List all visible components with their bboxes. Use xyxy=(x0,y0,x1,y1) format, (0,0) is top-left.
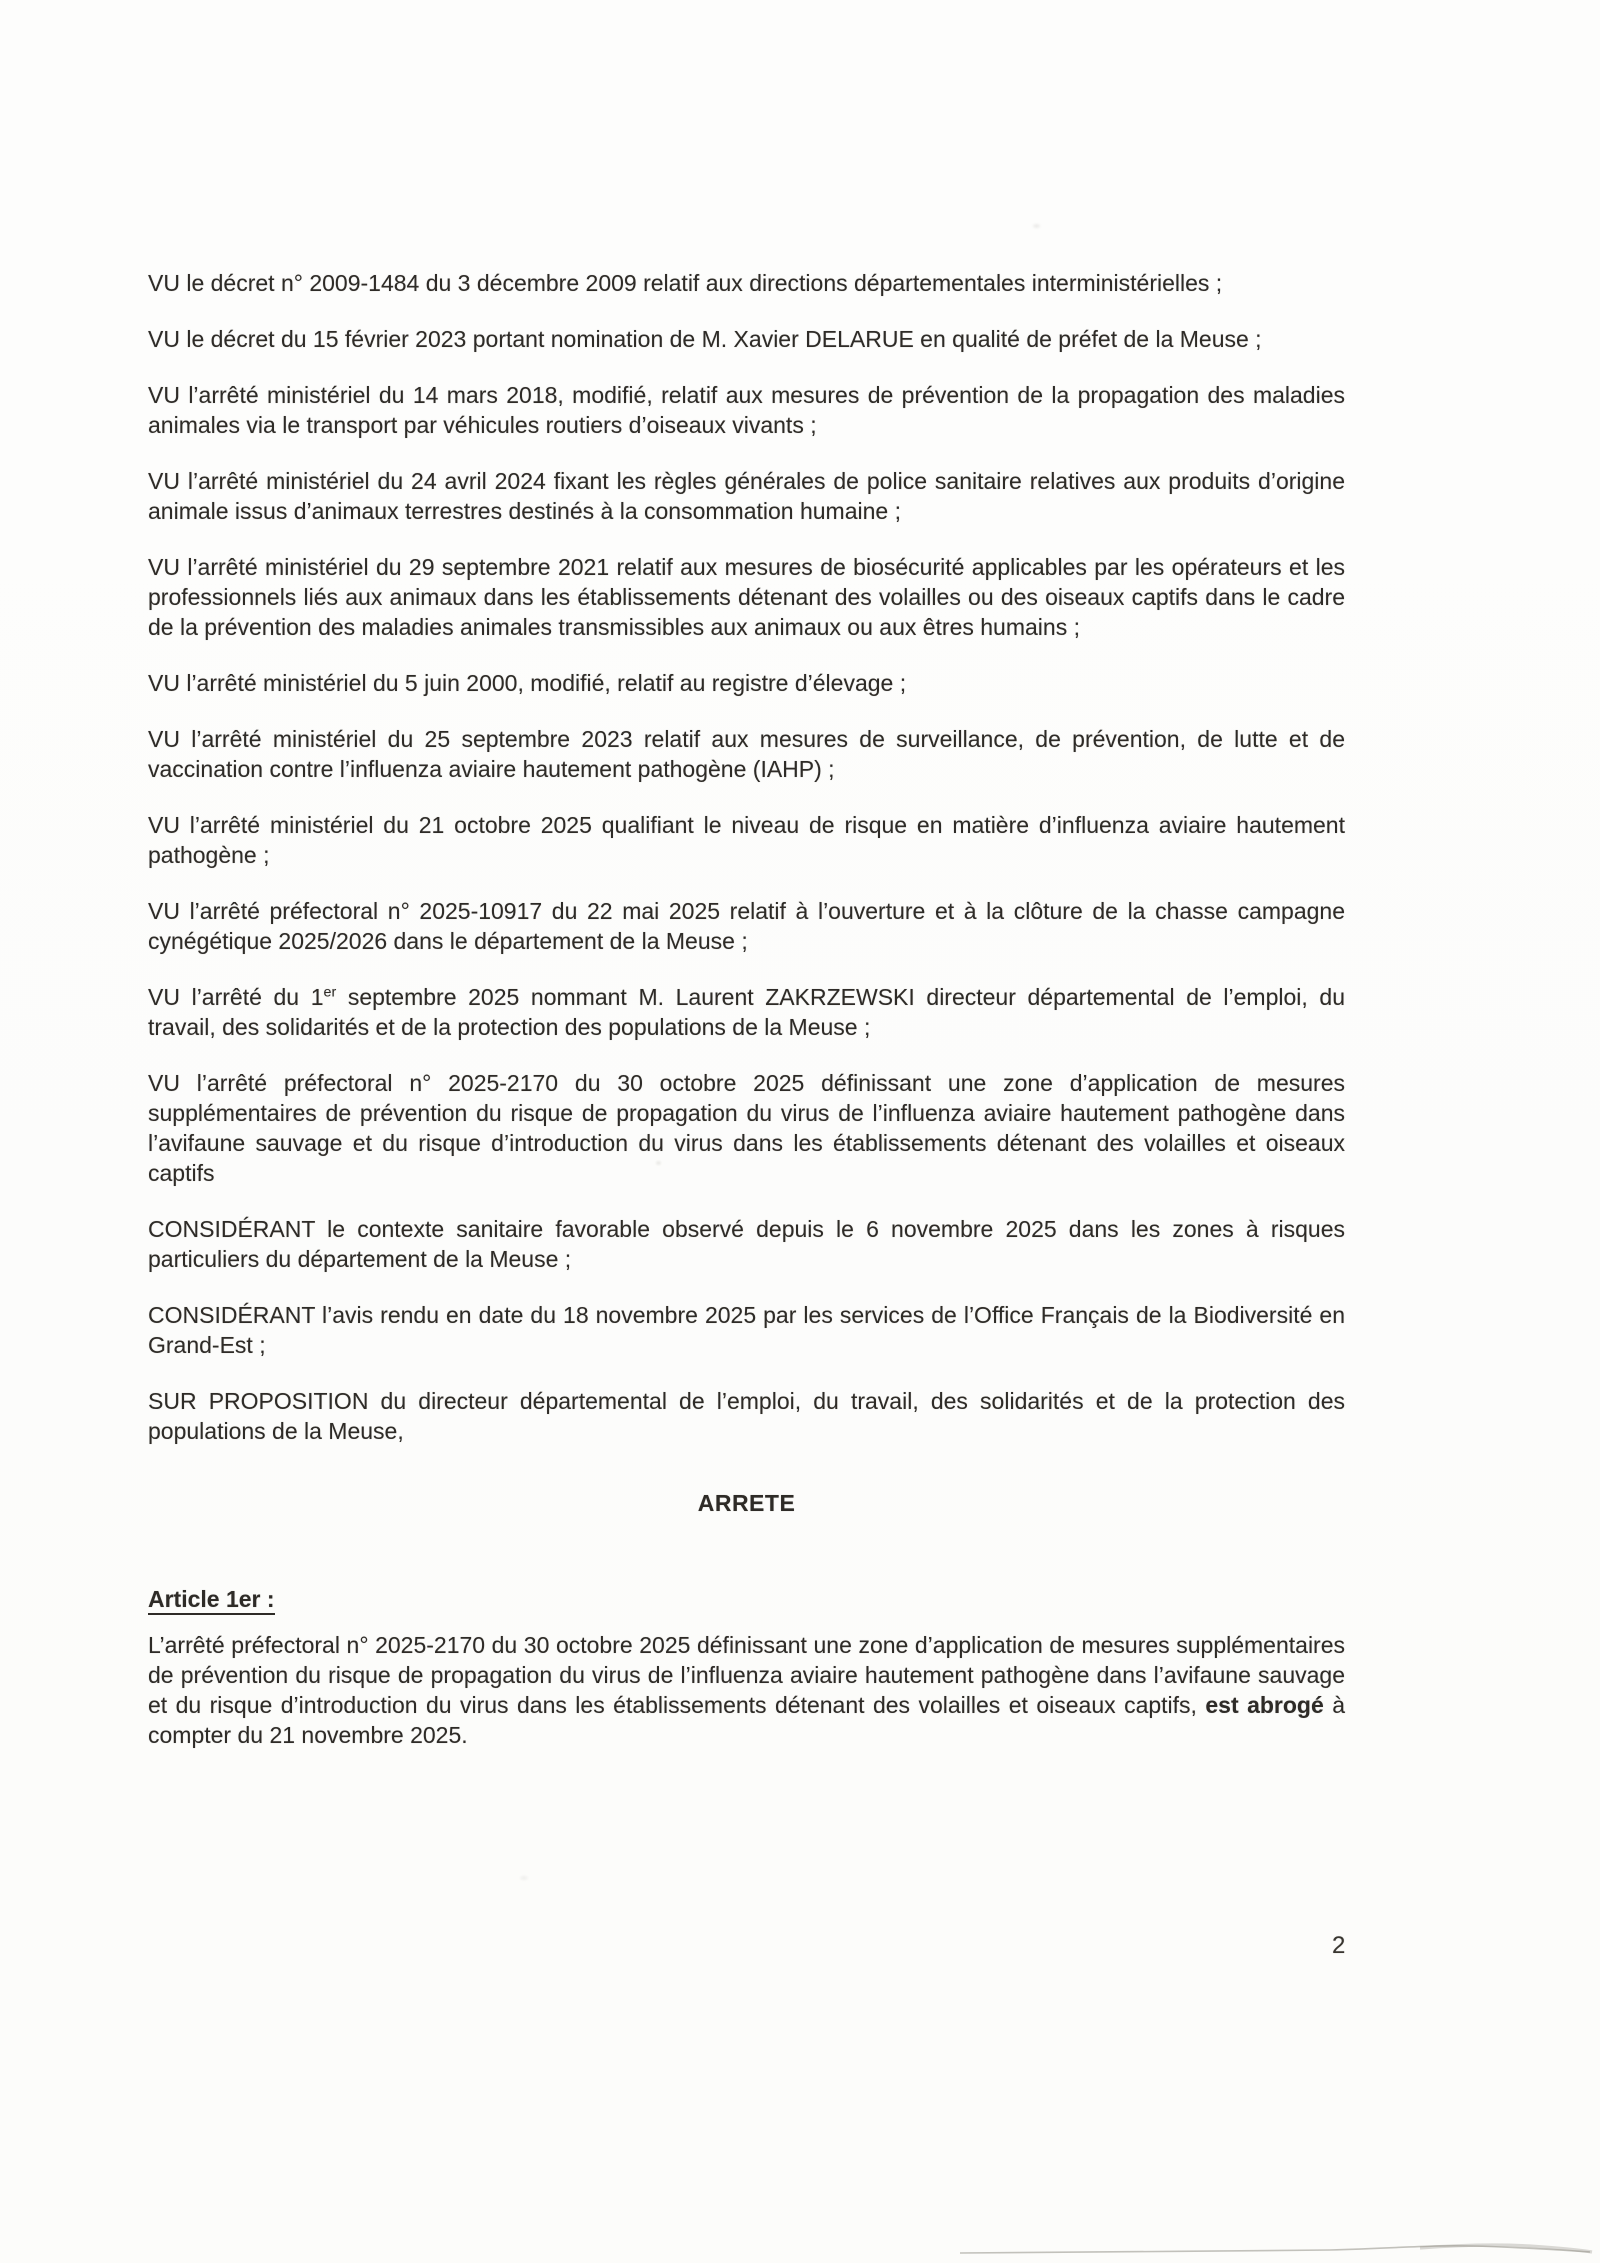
considerant-recital: CONSIDÉRANT l’avis rendu en date du 18 novembre 2025 par les services de l’Office Français de la Biodiversité en Grand-Est ; xyxy=(148,1302,1345,1358)
article-1-bold: est abrogé xyxy=(1205,1692,1324,1718)
article-1-heading-text: Article 1er : xyxy=(148,1586,275,1615)
sur-proposition: SUR PROPOSITION du directeur départemental de l’emploi, du travail, des solidarités et de la protection des populations de la Meuse, xyxy=(148,1388,1345,1444)
vu-nomination-part1: VU l’arrêté du 1 xyxy=(148,984,324,1010)
vu-recital: VU l’arrêté ministériel du 29 septembre 2021 relatif aux mesures de biosécurité applicables par les opérateurs et les professionnels liés aux animaux dans les établissements détenant des volailles ou des oiseaux captifs dans le cadre de la prévention des maladies animales transmissibles aux animaux ou aux êtres humains ; xyxy=(148,554,1345,640)
scan-speck xyxy=(1033,224,1040,228)
document-body xyxy=(148,268,1345,1776)
vu-recital: VU l’arrêté ministériel du 21 octobre 2025 qualifiant le niveau de risque en matière d’influenza aviaire hautement pathogène ; xyxy=(148,812,1345,868)
vu-recital: VU l’arrêté ministériel du 14 mars 2018, modifié, relatif aux mesures de prévention de la propagation des maladies animales via le transport par véhicules routiers d’oiseaux vivants ; xyxy=(148,382,1345,438)
vu-recital: VU le décret du 15 février 2023 portant nomination de M. Xavier DELARUE en qualité de préfet de la Meuse ; xyxy=(148,326,1262,352)
article-1-body-start: L’arrêté préfectoral n° 2025-2170 du 30 octobre 2025 définissant une zone d’application de mesures supplémentaires de prévention du risque de propagation du virus de l’influenza aviaire hautement pathogène dans l’avifaune sauvage et du risque d’introduction du virus dans les établissements détenant des volailles et oiseaux captifs, xyxy=(148,1632,1345,1718)
arrete-heading: ARRETE xyxy=(697,1490,796,1516)
considerant-recital: CONSIDÉRANT le contexte sanitaire favorable observé depuis le 6 novembre 2025 dans les zones à risques particuliers du département de la Meuse ; xyxy=(148,1216,1345,1272)
article-1-body xyxy=(148,1630,1345,1750)
vu-recital-zone: VU l’arrêté préfectoral n° 2025-2170 du 30 octobre 2025 définissant une zone d’application de mesures supplémentaires de prévention du risque de propagation du virus de l’influenza aviaire hautement pathogène dans l’avifaune sauvage et du risque d’introduction du virus dans les établissements détenant des volailles et oiseaux captifs xyxy=(148,1070,1345,1186)
page-number: 2 xyxy=(1332,1932,1346,1959)
vu-nomination-part2: septembre 2025 nommant M. Laurent ZAKRZEWSKI directeur départemental de l’emploi, du travail, des solidarités et de la protection des populations de la Meuse ; xyxy=(148,984,1345,1040)
vu-recital: VU le décret n° 2009-1484 du 3 décembre 2009 relatif aux directions départementales interministérielles ; xyxy=(148,270,1223,296)
vu-recital: VU l’arrêté ministériel du 5 juin 2000, modifié, relatif au registre d’élevage ; xyxy=(148,670,907,696)
article-1-body-end: à compter du 21 novembre 2025. xyxy=(148,1692,1345,1748)
vu-recital: VU l’arrêté préfectoral n° 2025-10917 du 22 mai 2025 relatif à l’ouverture et à la clôture de la chasse campagne cynégétique 2025/2026 dans le département de la Meuse ; xyxy=(148,898,1345,954)
vu-recital: VU l’arrêté ministériel du 24 avril 2024 fixant les règles générales de police sanitaire relatives aux produits d’origine animale issus d’animaux terrestres destinés à la consommation humaine ; xyxy=(148,468,1345,524)
ordinal-superscript: er xyxy=(323,984,337,1001)
article-1-heading xyxy=(148,1584,1345,1614)
scan-edge-artifact xyxy=(950,2240,1600,2262)
vu-recital: VU l’arrêté ministériel du 25 septembre 2023 relatif aux mesures de surveillance, de prévention, de lutte et de vaccination contre l’influenza aviaire hautement pathogène (IAHP) ; xyxy=(148,726,1345,782)
scan-speck xyxy=(520,1876,528,1880)
vu-recital-nomination xyxy=(148,982,1345,1042)
